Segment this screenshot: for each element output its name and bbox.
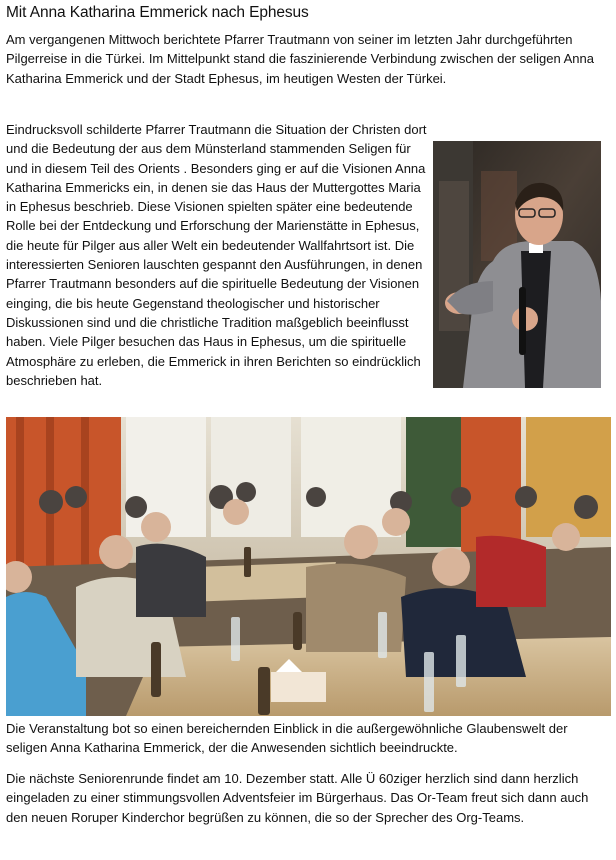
- paragraph-main: Eindrucksvoll schilderte Pfarrer Trautmann die Situation der Christen dort und die Bedeutung der aus dem Münsterland stammenden Seligen für und in diesem Teil des Orients . Besonders ging er auf die Visionen Anna Katharina Emmericks ein, in denen sie das Haus der Muttergottes Maria in Ephesus beschrieb. Diese Visionen spielten später eine bedeutende Rolle bei der Entdeckung und Erforschung der Marienstätte in Ephesus, die heute für Pilger aus aller Welt ein bedeutender Wallfahrtsort ist. Die interessierten Senioren lauschten gespannt den Ausführungen, in denen Pfarrer Trautmann besonders auf die spirituelle Bedeutung der Visionen einging, die bis heute Gegenstand theologischer und historischer Diskussionen sind und die christliche Tradition maßgeblich beeinflusst haben. Viele Pilger besuchen das Haus in Ephesus, um die spirituelle Atmosphäre zu erleben, die Emmerick in ihren Berichten so eindrücklich beschrieben hat.: [6, 122, 427, 388]
- audience-photo: [6, 417, 611, 716]
- paragraph-announcement: Die nächste Seniorenrunde findet am 10. Dezember statt. Alle Ü 60ziger herzlich sind dann herzlich eingeladen zu einer stimmungsvollen Adventsfeier im Bürgerhaus. Das Or-Team freut sich dann auch den neuen Roruper Kinderchor begrüßen zu können, die so der Sprecher des Org-Teams.: [6, 771, 589, 825]
- speaker-photo: [433, 141, 601, 388]
- paragraph-intro: Am vergangenen Mittwoch berichtete Pfarrer Trautmann von seiner im letzten Jahr durchgeführten Pilgerreise in die Türkei. Im Mittelpunkt stand die faszinierende Verbindung zwischen der seligen Anna Katharina Emmerick und der Stadt Ephesus, im heutigen Westen der Türkei.: [6, 32, 594, 86]
- article-title: Mit Anna Katharina Emmerick nach Ephesus: [6, 4, 309, 21]
- paragraph-summary: Die Veranstaltung bot so einen bereichernden Einblick in die außergewöhnliche Glaubenswelt der seligen Anna Katharina Emmerick, der die Anwesenden sichtlich beeindruckte.: [6, 721, 568, 756]
